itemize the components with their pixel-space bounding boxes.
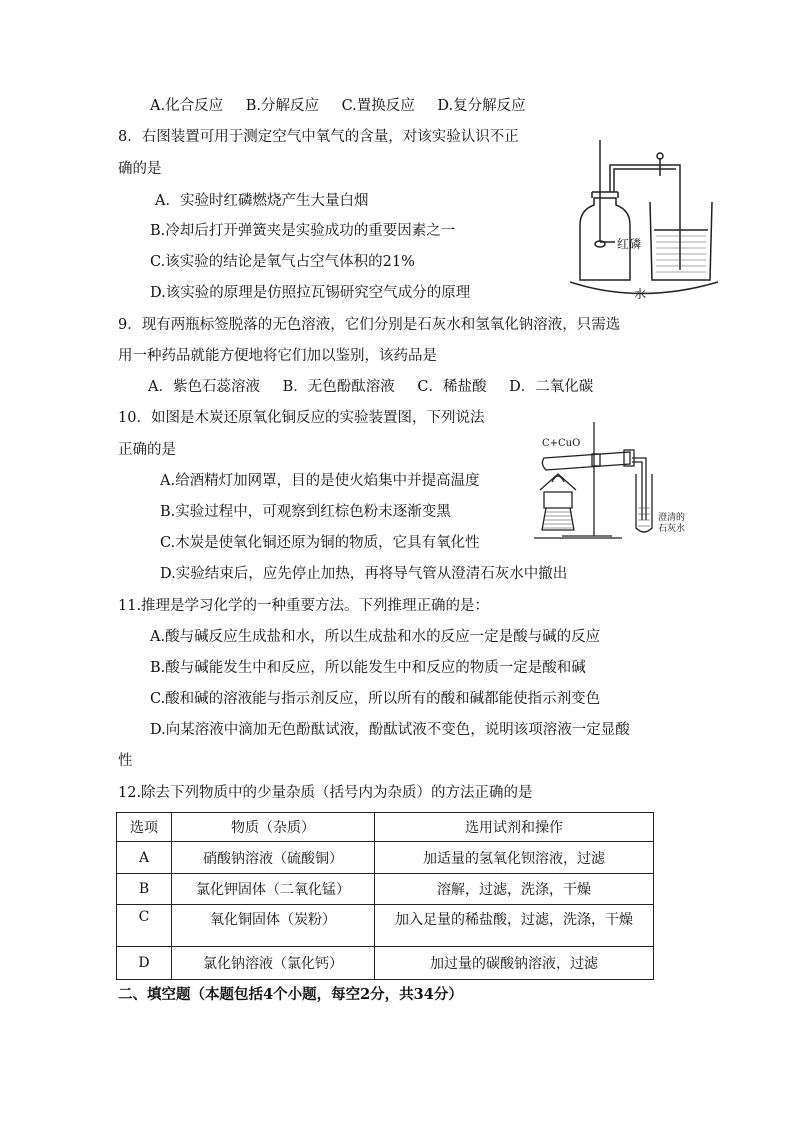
row-b-method: 溶解，过滤，洗涤，干燥 bbox=[375, 874, 654, 905]
table-row bbox=[117, 947, 654, 980]
q10-option-a: A.给酒精灯加网罩，目的是使火焰集中并提高温度 bbox=[160, 473, 480, 489]
q8-option-c: C.该实验的结论是氧气占空气体积的21% bbox=[150, 254, 415, 270]
oxygen-experiment-figure bbox=[570, 130, 720, 300]
row-b-substance: 氯化钾固体（二氧化锰） bbox=[172, 874, 375, 905]
q11-option-d-wrap: 性 bbox=[118, 753, 133, 769]
header-substance: 物质（杂质） bbox=[172, 813, 375, 842]
row-a-substance: 硝酸钠溶液（硫酸铜） bbox=[172, 842, 375, 874]
q11-option-a: A.酸与碱反应生成盐和水，所以生成盐和水的反应一定是酸与碱的反应 bbox=[150, 629, 601, 645]
q9-option-b: B．无色酚酞溶液 bbox=[282, 379, 395, 395]
q9-stem-line1: 9．现有两瓶标签脱落的无色溶液，它们分别是石灰水和氢氧化钠溶液，只需选 bbox=[118, 317, 621, 333]
q8-stem-line2: 确的是 bbox=[118, 161, 162, 177]
reagent-label: C+CuO bbox=[542, 438, 581, 449]
row-a-option: A bbox=[117, 842, 172, 874]
row-a-method: 加适量的氢氧化钡溶液，过滤 bbox=[375, 842, 654, 874]
row-c-substance: 氧化铜固体（炭粉） bbox=[172, 905, 375, 947]
row-d-method: 加过量的碳酸钠溶液，过滤 bbox=[375, 947, 654, 980]
header-method: 选用试剂和操作 bbox=[375, 813, 654, 842]
q8-stem-line1: 8．右图装置可用于测定空气中氧气的含量，对该实验认识不正 bbox=[118, 129, 519, 145]
table-row bbox=[117, 874, 654, 905]
q10-option-d: D.实验结束后，应先停止加热，再将导气管从澄清石灰水中撤出 bbox=[160, 566, 568, 582]
q10-option-b: B.实验过程中，可观察到红棕色粉末逐渐变黑 bbox=[160, 504, 451, 520]
section-2-heading: 二、填空题（本题包括4个小题，每空2分，共34分） bbox=[118, 986, 463, 1003]
header-option: 选项 bbox=[117, 813, 172, 842]
q9-option-d: D．二氧化碳 bbox=[509, 379, 594, 395]
table-row bbox=[117, 842, 654, 874]
row-b-option: B bbox=[117, 874, 172, 905]
water-label: 水 bbox=[634, 287, 647, 300]
q10-option-c: C.木炭是使氧化铜还原为铜的物质，它具有氧化性 bbox=[160, 535, 480, 551]
q7-option-a: A.化合反应 bbox=[150, 98, 224, 114]
row-d-substance: 氯化钠溶液（氯化钙） bbox=[172, 947, 375, 980]
q9-options bbox=[148, 377, 611, 397]
q11-option-d: D.向某溶液中滴加无色酚酞试液，酚酞试液不变色，说明该项溶液一定显酸 bbox=[150, 722, 630, 738]
q12-stem: 12.除去下列物质中的少量杂质（括号内为杂质）的方法正确的是 bbox=[118, 785, 533, 801]
q8-option-d: D.该实验的原理是仿照拉瓦锡研究空气成分的原理 bbox=[150, 285, 471, 301]
q7-options bbox=[150, 96, 544, 116]
row-d-option: D bbox=[117, 947, 172, 980]
q11-option-c: C.酸和碱的溶液能与指示剂反应，所以所有的酸和碱都能使指示剂变色 bbox=[150, 691, 601, 707]
q9-option-c: C．稀盐酸 bbox=[417, 379, 487, 395]
row-c-option: C bbox=[117, 905, 172, 947]
row-c-method: 加入足量的稀盐酸，过滤，洗涤，干燥 bbox=[375, 905, 654, 947]
q8-option-b: B.冷却后打开弹簧夹是实验成功的重要因素之一 bbox=[150, 223, 456, 239]
red-phosphorus-label: 红磷 bbox=[617, 237, 642, 251]
q11-stem: 11.推理是学习化学的一种重要方法。下列推理正确的是： bbox=[118, 598, 490, 614]
q9-stem-line2: 用一种药品就能方便地将它们加以鉴别，该药品是 bbox=[118, 348, 437, 364]
limewater-label-2: 石灰水 bbox=[658, 524, 686, 534]
carbon-reduction-figure bbox=[532, 412, 702, 542]
q11-option-b: B.酸与碱能发生中和反应，所以能发生中和反应的物质一定是酸和碱 bbox=[150, 660, 586, 676]
table-row bbox=[117, 905, 654, 947]
q10-stem-line1: 10．如图是木炭还原氧化铜反应的实验装置图，下列说法 bbox=[118, 410, 485, 426]
q8-option-a: A．实验时红磷燃烧产生大量白烟 bbox=[155, 193, 369, 209]
q7-option-b: B.分解反应 bbox=[245, 98, 319, 114]
q10-stem-line2: 正确的是 bbox=[118, 442, 176, 458]
limewater-label-1: 澄清的 bbox=[658, 513, 686, 523]
q7-option-c: C.置换反应 bbox=[341, 98, 415, 114]
q12-table bbox=[116, 812, 654, 980]
q9-option-a: A．紫色石蕊溶液 bbox=[148, 379, 260, 395]
q7-option-d: D.复分解反应 bbox=[437, 98, 526, 114]
